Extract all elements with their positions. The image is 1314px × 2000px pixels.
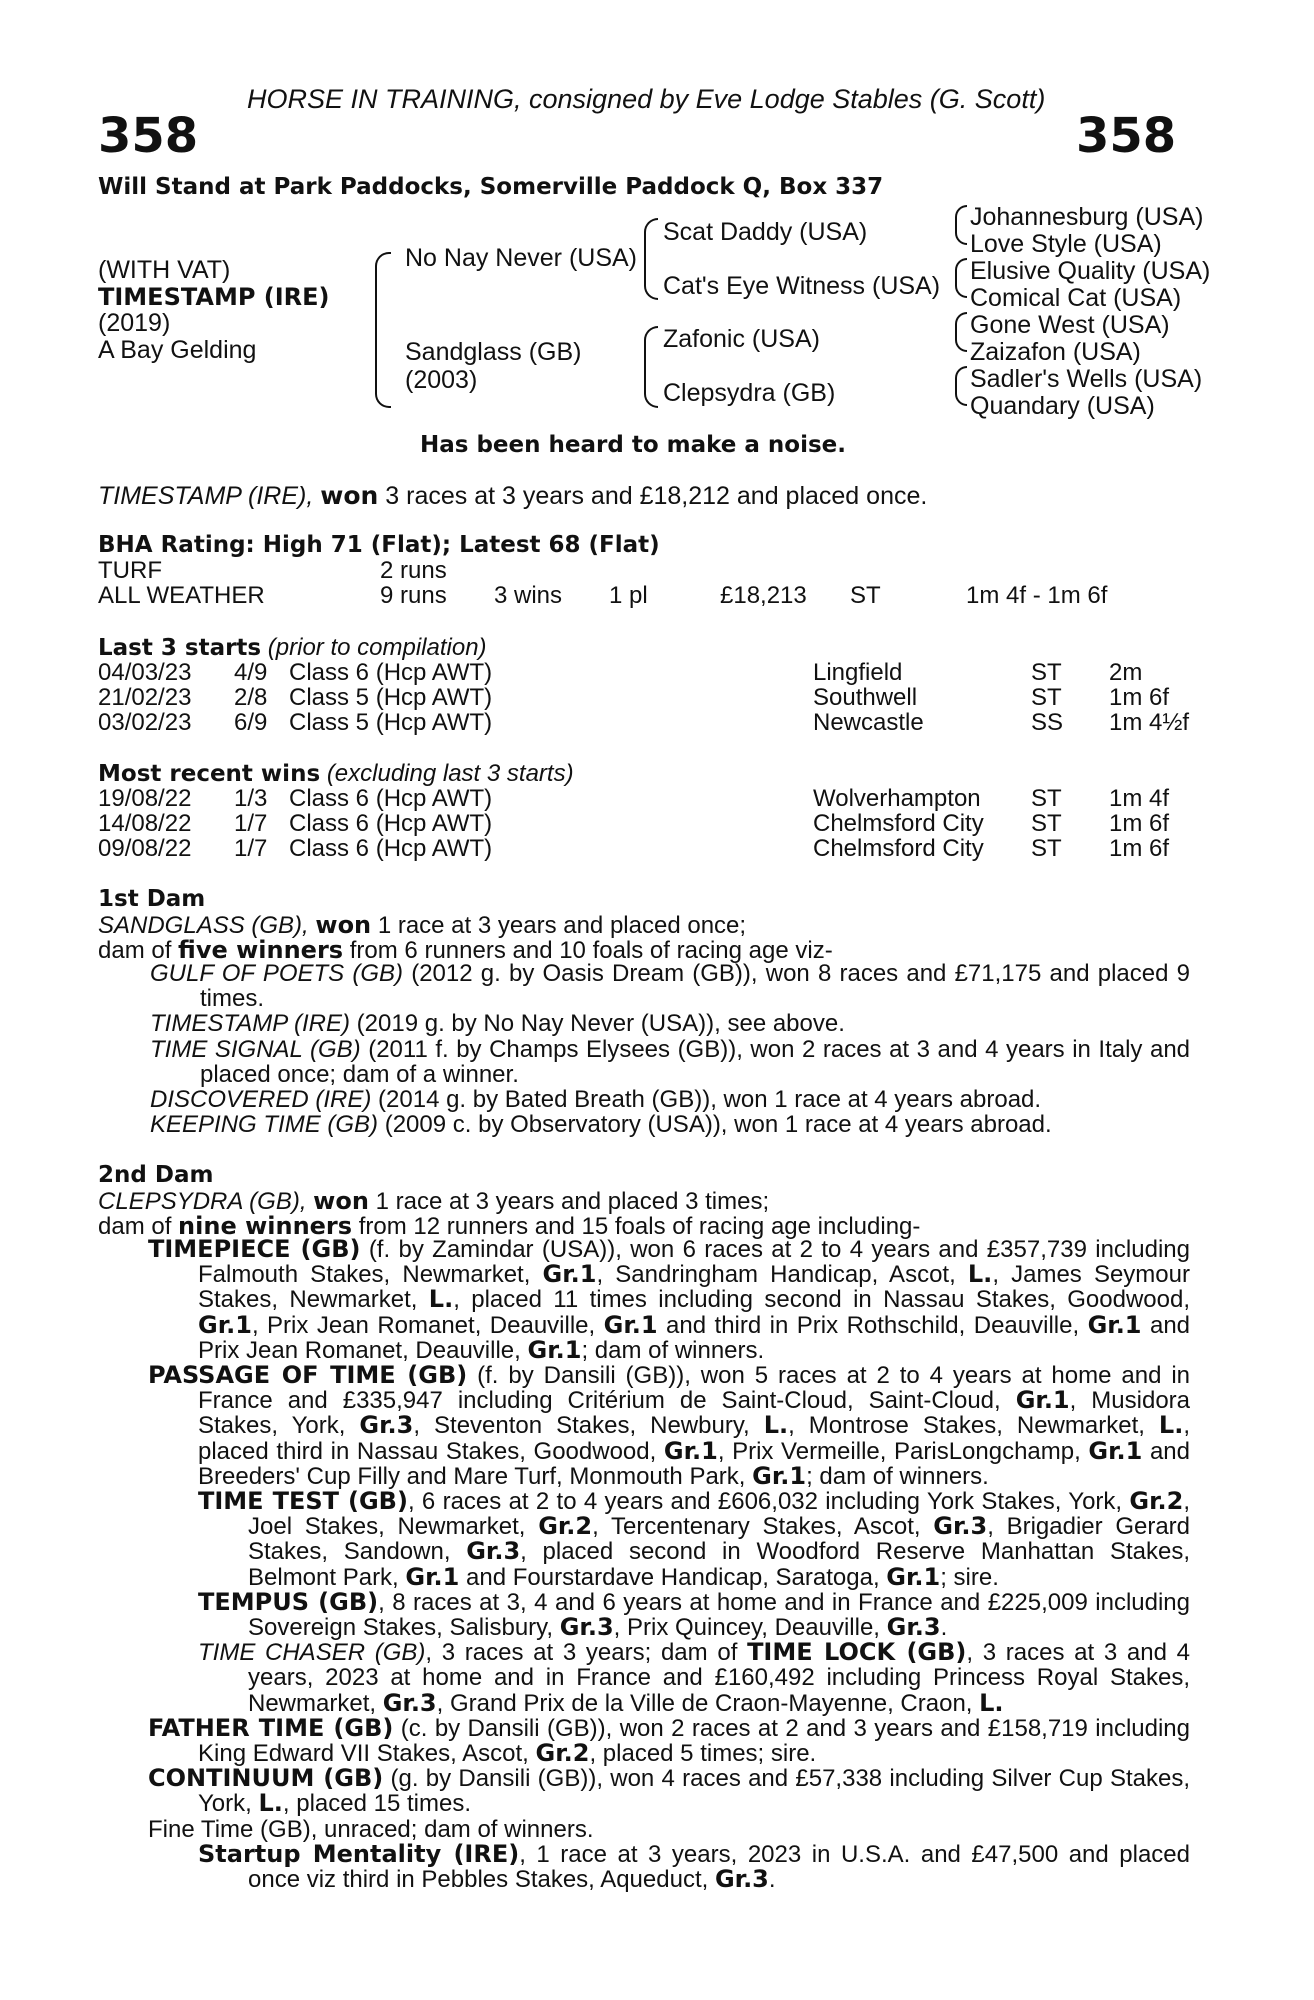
progeny-detail: ; dam of winners. — [806, 1462, 989, 1490]
grade-label: L. — [967, 1260, 993, 1289]
lot-number-right: 358 — [1076, 108, 1177, 164]
pedigree-g7: Sadler's Wells (USA) — [970, 365, 1203, 393]
progeny-entry — [148, 1713, 1191, 1768]
progeny-detail: and third in Prix Rothschild, Deauville, — [666, 1311, 1080, 1339]
grade-label: Gr.3 — [466, 1537, 521, 1566]
grade-label: Gr.1 — [886, 1562, 941, 1591]
progeny-detail: , 1 race at 3 years, 2023 in U.S.A. and £47,500 and placed once viz third in Pebbles Stakes, Aqueduct, — [248, 1840, 1191, 1894]
progeny-detail: (2019 g. by No Nay Never (USA)), see above. — [356, 1010, 845, 1038]
grade-label: Gr.2 — [535, 1739, 590, 1768]
progeny-name: TIME CHASER (GB) — [198, 1639, 426, 1667]
progeny-detail: , Tercentenary Stakes, Ascot, — [592, 1513, 921, 1541]
last3-class: Class 5 (Hcp AWT) — [289, 709, 493, 736]
progeny-name: FATHER TIME (GB) — [148, 1713, 394, 1742]
progeny-detail: (f. by Dansili (GB)), won 5 races at 2 to 4 years at home and in France and £335,947 including Critérium de Saint-Cloud, Saint-Cloud, — [198, 1362, 1191, 1415]
grade-label: Gr.3 — [559, 1613, 614, 1642]
progeny-detail: and Fourstardave Handicap, Saratoga, — [466, 1563, 880, 1591]
pedigree-sire-sire: Scat Daddy (USA) — [663, 218, 868, 246]
dam1-progeny — [150, 961, 1190, 1137]
last3-pos: 2/8 — [234, 684, 268, 711]
progeny-detail: , Musidora Stakes, York, — [198, 1387, 1191, 1440]
progeny-name: TIME TEST (GB) — [198, 1487, 408, 1516]
dam2-winners: nine winners — [178, 1212, 353, 1240]
progeny-entry — [148, 1766, 1190, 1816]
pedigree-dam-sire: Zafonic (USA) — [663, 325, 820, 353]
progeny-entry — [148, 1363, 1190, 1489]
progeny-detail: , placed third in Nassau Stakes, Goodwood, — [198, 1412, 1190, 1465]
pedigree-g2: Love Style (USA) — [970, 230, 1162, 258]
progeny-entry — [150, 1011, 1190, 1036]
pedigree-bracket-1 — [375, 252, 391, 408]
recent-class: Class 6 (Hcp AWT) — [289, 785, 493, 812]
recent-pos: 1/7 — [234, 810, 268, 837]
progeny-detail: , James Seymour Stakes, Newmarket, — [198, 1261, 1190, 1314]
horse-description: A Bay Gelding — [98, 336, 257, 364]
progeny-detail: , 6 races at 2 to 4 years and £606,032 including York Stakes, York, — [407, 1488, 1123, 1516]
grade-label: L. — [979, 1688, 1004, 1717]
last3-course: Southwell — [813, 684, 918, 711]
recent-surface: ST — [1031, 835, 1062, 862]
progeny-entry — [148, 1640, 1190, 1716]
progeny-detail: . — [768, 1866, 776, 1894]
progeny-detail: , Prix Quincey, Deauville, — [613, 1614, 880, 1642]
recent-distance: 1m 6f — [1109, 810, 1170, 837]
progeny-name: KEEPING TIME (GB) — [150, 1111, 379, 1139]
progeny-name: TIME LOCK (GB) — [747, 1638, 967, 1667]
pedigree-g6: Zaizafon (USA) — [970, 338, 1141, 366]
progeny-detail: (2012 g. by Oasis Dream (GB)), won 8 races and £71,175 and placed 9 times. — [200, 960, 1190, 1013]
last3-surface: SS — [1031, 709, 1064, 736]
recent-course: Chelmsford City — [813, 810, 984, 837]
last3-pos: 4/9 — [234, 659, 268, 686]
pedigree-dam-dam: Clepsydra (GB) — [663, 379, 836, 407]
grade-label: Gr.3 — [933, 1512, 988, 1541]
progeny-detail: . — [940, 1614, 948, 1642]
progeny-entry — [150, 1037, 1190, 1087]
grade-label: L. — [763, 1411, 789, 1440]
progeny-name: TIMESTAMP (IRE) — [150, 1010, 350, 1038]
grade-label: Gr.1 — [198, 1310, 252, 1339]
horse-name: TIMESTAMP (IRE) — [98, 283, 330, 311]
dam2-title: 2nd Dam — [98, 1162, 214, 1188]
progeny-detail: (g. by Dansili (GB)), won 4 races and £57,338 including Silver Cup Stakes, York, — [198, 1765, 1190, 1818]
progeny-detail: ; sire. — [940, 1563, 999, 1591]
pedigree-g8: Quandary (USA) — [970, 392, 1155, 420]
aw-prize: £18,213 — [720, 582, 807, 609]
dam1-won: won — [315, 911, 372, 939]
last3-heading — [98, 634, 487, 662]
aw-wins: 3 wins — [494, 582, 563, 609]
last3-date: 21/02/23 — [98, 684, 192, 711]
grade-label: Gr.2 — [1129, 1487, 1184, 1516]
dam1-line1-rest: 1 race at 3 years and placed once; — [377, 912, 747, 939]
recent-distance: 1m 4f — [1109, 785, 1170, 812]
grade-label: Gr.1 — [1087, 1310, 1142, 1339]
pedigree-g1: Johannesburg (USA) — [970, 203, 1204, 231]
pedigree-bracket-g4 — [955, 366, 967, 406]
progeny-entry — [150, 1112, 1190, 1137]
progeny-detail: , placed 5 times; sire. — [589, 1740, 817, 1768]
summary-horse-name: TIMESTAMP (IRE), — [98, 482, 314, 510]
progeny-detail: , Sandringham Handicap, Ascot, — [596, 1261, 956, 1289]
progeny-entry: Fine Time (GB), unraced; dam of winners. — [148, 1815, 594, 1843]
progeny-detail: , 3 races at 3 and 4 years, 2023 at home and in France and £160,492 including Princess Royal Stakes, Newmarket, — [248, 1639, 1190, 1717]
last3-date: 04/03/23 — [98, 659, 192, 686]
grade-label: Gr.1 — [1015, 1386, 1070, 1415]
recent-class: Class 6 (Hcp AWT) — [289, 835, 493, 862]
last3-surface: ST — [1031, 684, 1062, 711]
lot-number-left: 358 — [98, 108, 199, 164]
dam2-won: won — [313, 1187, 369, 1215]
pedigree-g4: Comical Cat (USA) — [970, 284, 1182, 312]
pedigree-bracket-sire — [644, 218, 658, 300]
progeny-detail: , placed second in Woodford Reserve Manhattan Stakes, Belmont Park, — [248, 1538, 1191, 1591]
dam2-progeny — [148, 1237, 1190, 1892]
pedigree-dam: Sandglass (GB) — [405, 338, 582, 366]
aw-distance: 1m 4f - 1m 6f — [966, 582, 1108, 609]
turf-runs: 2 runs — [380, 557, 447, 584]
progeny-detail: , Prix Jean Romanet, Deauville, — [251, 1311, 596, 1339]
aw-placed: 1 pl — [609, 582, 648, 609]
dam2-name: CLEPSYDRA (GB), — [98, 1188, 307, 1215]
aw-runs: 9 runs — [380, 582, 447, 609]
dam2-line1-rest: 1 race at 3 years and placed 3 times; — [375, 1188, 770, 1215]
vat-label: (WITH VAT) — [98, 256, 231, 284]
grade-label: L. — [1158, 1411, 1184, 1440]
progeny-name: PASSAGE OF TIME (GB) — [148, 1361, 468, 1390]
dam1-line2-rest: from 6 runners and 10 foals of racing age viz- — [349, 937, 833, 964]
last3-pos: 6/9 — [234, 709, 268, 736]
recent-pos: 1/7 — [234, 835, 268, 862]
progeny-name: Startup Mentality (IRE) — [198, 1839, 520, 1868]
last3-title: Last 3 starts — [98, 635, 262, 661]
progeny-detail: , 3 races at 3 years; dam of — [425, 1639, 738, 1667]
dam1-dam-of: dam of — [98, 937, 172, 964]
grade-label: L. — [428, 1285, 454, 1314]
progeny-detail: and Breeders' Cup Filly and Mare Turf, Monmouth Park, — [198, 1437, 1190, 1490]
aw-label: ALL WEATHER — [98, 582, 265, 609]
progeny-entry — [148, 1237, 1190, 1363]
consignor-line: HORSE IN TRAINING, consigned by Eve Lodge Stables (G. Scott) — [247, 84, 1046, 114]
summary-rest: 3 races at 3 years and £18,212 and placed once. — [385, 482, 928, 510]
grade-label: Gr.1 — [752, 1461, 807, 1490]
progeny-name: GULF OF POETS (GB) — [150, 960, 404, 987]
progeny-entry — [150, 1087, 1190, 1112]
grade-label: L. — [258, 1789, 283, 1818]
pedigree-bracket-g3 — [955, 312, 967, 352]
progeny-detail: ; dam of winners. — [581, 1336, 765, 1364]
last3-course: Lingfield — [813, 659, 903, 686]
pedigree-g5: Gone West (USA) — [970, 311, 1170, 339]
grade-label: Gr.2 — [538, 1512, 593, 1541]
dam1-name: SANDGLASS (GB), — [98, 912, 309, 939]
grade-label: Gr.1 — [603, 1310, 658, 1339]
aw-going: ST — [850, 582, 881, 609]
last3-surface: ST — [1031, 659, 1062, 686]
grade-label: Gr.1 — [405, 1562, 460, 1591]
pedigree-dam-year: (2003) — [405, 366, 478, 394]
grade-label: Gr.3 — [886, 1613, 941, 1642]
progeny-name: CONTINUUM (GB) — [148, 1764, 384, 1793]
progeny-name: TIME SIGNAL (GB) — [150, 1035, 361, 1063]
progeny-name: DISCOVERED (IRE) — [150, 1086, 372, 1114]
last3-distance: 2m — [1109, 659, 1143, 686]
progeny-entry — [148, 1839, 1191, 1894]
recent-distance: 1m 6f — [1109, 835, 1170, 862]
progeny-name: TEMPUS (GB) — [198, 1587, 379, 1616]
recent-date: 14/08/22 — [98, 810, 192, 837]
grade-label: Gr.1 — [527, 1335, 582, 1364]
progeny-detail: , Prix Vermeille, ParisLongchamp, — [717, 1437, 1081, 1465]
pedigree-bracket-dam — [644, 326, 658, 408]
progeny-name: TIMEPIECE (GB) — [148, 1235, 361, 1263]
last3-distance: 1m 6f — [1109, 684, 1170, 711]
grade-label: Gr.3 — [714, 1865, 769, 1894]
grade-label: Gr.1 — [1088, 1436, 1143, 1465]
dam1-title: 1st Dam — [98, 886, 206, 912]
progeny-entry — [148, 1489, 1190, 1590]
last3-course: Newcastle — [813, 709, 924, 736]
pedigree-sire-dam: Cat's Eye Witness (USA) — [663, 272, 941, 300]
progeny-detail: , Brigadier Gerard Stakes, Sandown, — [248, 1513, 1191, 1566]
grade-label: Gr.3 — [382, 1688, 437, 1717]
progeny-detail: , placed 11 times including second in Nassau Stakes, Goodwood, — [453, 1286, 1190, 1314]
turf-label: TURF — [98, 557, 162, 584]
progeny-entry — [148, 1587, 1190, 1642]
progeny-detail: , Grand Prix de la Ville de Craon-Mayenne, Craon, — [436, 1689, 973, 1717]
recent-course: Chelmsford City — [813, 835, 984, 862]
stand-location: Will Stand at Park Paddocks, Somerville Paddock Q, Box 337 — [98, 174, 884, 200]
recent-pos: 1/3 — [234, 785, 268, 812]
progeny-detail: , placed 15 times. — [282, 1790, 472, 1818]
grade-label: Gr.3 — [359, 1411, 414, 1440]
progeny-detail: , Joel Stakes, Newmarket, — [248, 1488, 1191, 1541]
pedigree-bracket-g2 — [955, 258, 967, 298]
progeny-detail: (2014 g. by Bated Breath (GB)), won 1 race at 4 years abroad. — [378, 1086, 1042, 1114]
dam1-winners: five winners — [178, 936, 344, 964]
grade-label: Gr.1 — [663, 1436, 718, 1465]
dam2-line2-rest: from 12 runners and 15 foals of racing age including- — [358, 1213, 921, 1240]
summary-won: won — [320, 481, 379, 510]
recent-class: Class 6 (Hcp AWT) — [289, 810, 493, 837]
last3-date: 03/02/23 — [98, 709, 192, 736]
progeny-entry — [150, 961, 1190, 1011]
pedigree-bracket-g1 — [955, 205, 967, 245]
progeny-detail: and Prix Jean Romanet, Deauville, — [198, 1311, 1191, 1364]
progeny-detail: , Steventon Stakes, Newbury, — [413, 1412, 750, 1440]
horse-year: (2019) — [98, 309, 171, 337]
grade-label: Gr.1 — [542, 1260, 597, 1289]
progeny-detail: , 8 races at 3, 4 and 6 years at home and in France and £225,009 including Sovereign Stakes, Salisbury, — [248, 1588, 1190, 1642]
last3-distance: 1m 4½f — [1109, 709, 1190, 736]
last3-class: Class 6 (Hcp AWT) — [289, 659, 493, 686]
progeny-detail: (f. by Zamindar (USA)), won 6 races at 2 to 4 years and £357,739 including Falmouth Stakes, Newmarket, — [198, 1236, 1190, 1289]
recent-title: Most recent wins — [98, 761, 321, 787]
pedigree-sire: No Nay Never (USA) — [405, 244, 637, 272]
progeny-detail: , Montrose Stakes, Newmarket, — [788, 1412, 1145, 1440]
progeny-detail: (c. by Dansili (GB)), won 2 races at 2 and 3 years and £158,719 including King Edward VII Stakes, Ascot, — [198, 1714, 1191, 1768]
recent-surface: ST — [1031, 785, 1062, 812]
last3-subtitle: (prior to compilation) — [267, 634, 487, 661]
progeny-detail: (2009 c. by Observatory (USA)), won 1 race at 4 years abroad. — [384, 1111, 1052, 1139]
recent-subtitle: (excluding last 3 starts) — [326, 760, 574, 787]
recent-date: 19/08/22 — [98, 785, 192, 812]
noise-note: Has been heard to make a noise. — [420, 432, 847, 458]
dam2-dam-of: dam of — [98, 1213, 172, 1240]
progeny-detail: (2011 f. by Champs Elysees (GB)), won 2 races at 3 and 4 years in Italy and placed once; dam of a winner. — [200, 1035, 1191, 1088]
recent-date: 09/08/22 — [98, 835, 192, 862]
recent-surface: ST — [1031, 810, 1062, 837]
last3-class: Class 5 (Hcp AWT) — [289, 684, 493, 711]
bha-rating: BHA Rating: High 71 (Flat); Latest 68 (Flat) — [98, 532, 660, 558]
race-summary — [98, 481, 927, 511]
recent-course: Wolverhampton — [813, 785, 981, 812]
recent-heading — [98, 760, 574, 788]
pedigree-g3: Elusive Quality (USA) — [970, 257, 1211, 285]
